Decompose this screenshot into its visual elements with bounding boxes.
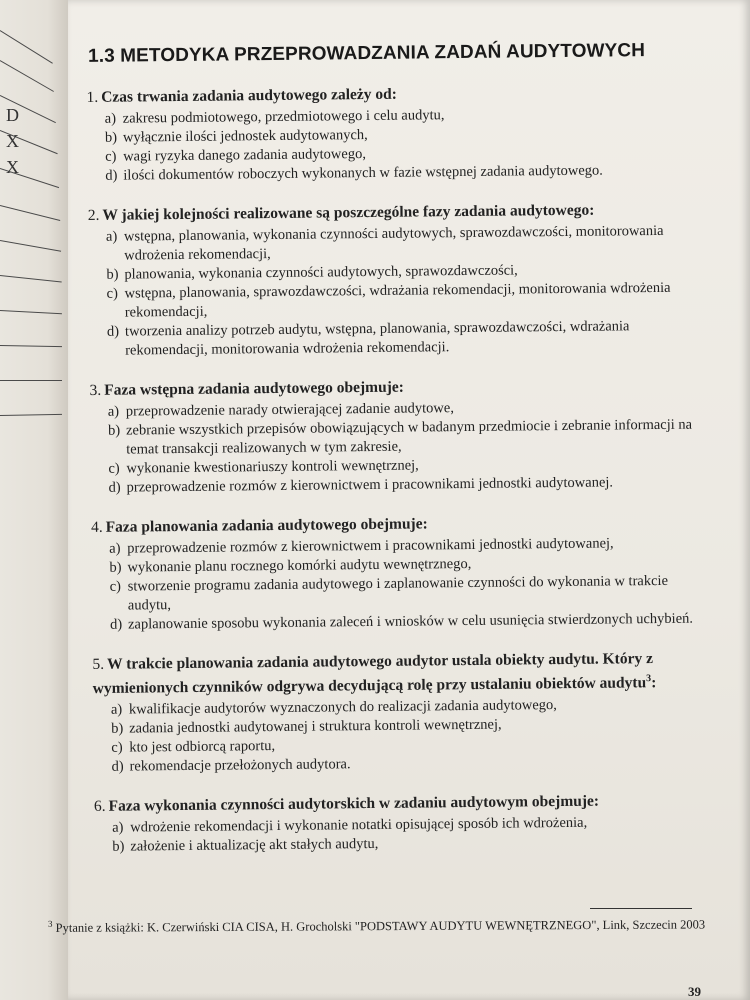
question-1 [82,82,695,186]
answer-option [110,572,700,616]
answer-text: kwalifikacje audytorów wyznaczonych do realizacji zadania audytowego, [128,697,557,718]
answer-letter: d) [111,758,124,775]
answer-letter: b) [109,559,122,576]
question-list [82,82,702,858]
answer-list [84,222,697,361]
answer-option [107,317,697,361]
footnote-marker: 3 [47,918,53,929]
footnote-rule [590,908,692,909]
book-page [68,0,750,1000]
answer-letter: a) [105,228,118,245]
answer-text: przeprowadzenie narady otwierającej zadanie audytowe, [125,400,454,420]
question-text-end: : [651,674,657,692]
footnote-reference: 3 [646,673,652,685]
answer-text: wykonanie kwestionariuszy kontroli wewnętrznej, [126,457,419,477]
answer-text: zebranie wszystkich przepisów obowiązujących w badanym przedmiocie i zebranie informacji na temat transakcji realizowanych w tym zakresie, [125,416,693,458]
answer-letter: d) [109,616,123,633]
margin-mark: D [6,105,19,125]
answer-text: przeprowadzenie rozmów z kierownictwem i pracownikami jednostki audytowanej. [126,474,614,496]
answer-letter: d) [106,323,120,340]
answer-list [89,695,702,777]
answer-text: przeprowadzenie rozmów z kierownictwem i pracownikami jednostki audytowanej, [127,535,614,557]
answer-text: ilości dokumentów roboczych wykonanych w fazie wstępnej zadania audytowego. [123,162,603,184]
answer-letter: d) [105,167,118,184]
answer-text: wstępna, planowania, sprawozdawczości, wdrażania rekomendacji, monitorowania wdrożenia rekomendacji, [124,279,671,321]
margin-mark: X [6,157,19,177]
question-text: W jakiej kolejności realizowane są poszczególne fazy zadania audytowego: [102,201,595,224]
answer-text: wstępna, planowania, wykonania czynności audytowych, sprawozdawczości, monitorowania wdrożenia rekomendacji, [123,222,664,264]
answer-text: rekomendacje przełożonych audytora. [129,756,351,775]
question-text: W trakcie planowania zadania audytowego audytor ustala obiekty audytu. Który z wymienionych czynników odgrywa decydującą rolę przy ustalaniu obiektów audytu [92,650,654,698]
answer-letter: a) [107,403,120,420]
question-number: 3. [89,381,102,399]
page-content [82,40,703,878]
question-number: 1. [86,88,99,106]
answer-letter: a) [112,819,124,836]
answer-text: zaplanowanie sposobu wykonania zaleceń i wniosków w celu usunięcia stwierdzonych uchybień. [127,610,694,633]
answer-text: wagi ryzyka danego zadania audytowego, [123,146,367,165]
footnote-text: Pytanie z książki: K. Czerwiński CIA CISA, H. Grocholski "PODSTAWY AUDYTU WEWNĘTRZNEGO", Link, Szczecin 2003 [55,917,706,935]
answer-list [90,813,702,857]
answer-option [106,222,696,266]
answer-letter: c) [109,578,122,595]
section-title: 1.3 METODYKA PRZEPROWADZANIA ZADAŃ AUDYTOWYCH [87,40,646,67]
answer-letter: a) [104,110,117,127]
answer-option [107,279,697,323]
answer-letter: b) [106,266,119,283]
answer-letter: c) [105,148,117,165]
answer-letter: b) [111,720,124,737]
margin-marks [6,102,34,180]
question-number: 5. [92,655,105,673]
answer-letter: b) [112,838,125,855]
answer-letter: c) [108,460,120,477]
question-5 [88,649,701,778]
answer-text: stworzenie programu zadania audytowego i zaplanowanie czynności do wykonania w trakcie audytu, [127,572,669,614]
answer-letter: b) [107,422,121,439]
question-text: Faza planowania zadania audytowego obejmuje: [105,515,428,536]
answer-text: zadania jednostki audytowanej i struktura kontroli wewnętrznej, [129,716,502,737]
question-number: 2. [87,206,100,224]
answer-text: założenie i aktualizację akt stałych audytu, [130,836,379,855]
answer-text: kto jest odbiorcą raportu, [129,738,276,756]
answer-list [86,397,699,498]
answer-letter: a) [109,540,121,557]
question-text: Czas trwania zadania audytowego zależy od: [101,85,398,106]
answer-letter: c) [111,739,123,756]
question-2 [84,200,698,361]
footnote [48,912,708,936]
question-title [92,649,700,700]
answer-text: wdrożenie rekomendacji i wykonanie notatki opisującej sposób ich wdrożenia, [130,814,588,836]
answer-text: zakresu podmiotowego, przedmiotowego i celu audytu, [122,107,445,127]
question-4 [87,512,700,635]
adjacent-page-edge [0,0,68,1000]
answer-letter: a) [110,701,123,718]
question-6 [90,791,703,857]
question-text: Faza wykonania czynności audytorskich w zadaniu audytowym obejmuje: [108,792,600,815]
question-3 [86,375,699,498]
answer-text: wyłącznie ilości jednostek audytowanych, [122,127,368,146]
answer-letter: d) [108,479,121,496]
answer-text: tworzenia analizy potrzeb audytu, wstępna, planowania, sprawozdawczości, wdrażania rekomendacji, monitorowania wdrożenia rekomendacji. [124,318,630,359]
answer-list [83,104,696,186]
answer-letter: b) [104,129,118,146]
answer-option [108,416,698,460]
page-number: 39 [688,984,701,999]
question-text: Faza wstępna zadania audytowego obejmuje: [104,378,404,399]
question-number: 6. [93,797,106,816]
question-number: 4. [90,518,103,536]
margin-mark: X [6,131,19,151]
answer-text: wykonanie planu rocznego komórki audytu wewnętrznego, [127,555,472,576]
answer-list [87,534,700,635]
answer-text: planowania, wykonania czynności audytowych, sprawozdawczości, [124,262,518,283]
answer-letter: c) [106,285,118,302]
